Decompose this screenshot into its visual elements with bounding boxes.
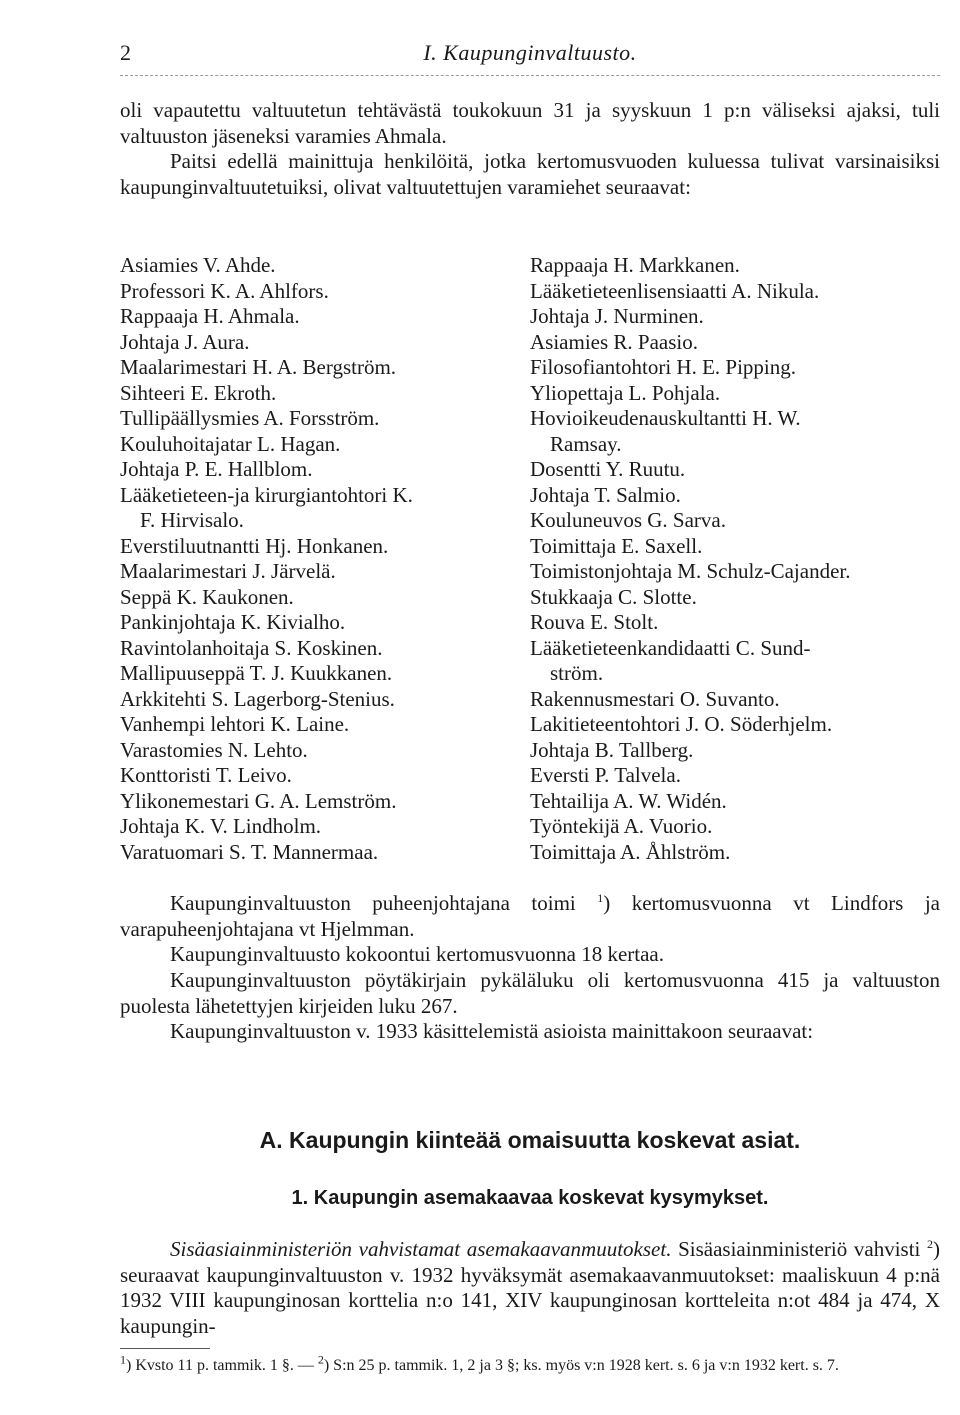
list-item: F. Hirvisalo. bbox=[140, 508, 244, 532]
list-item: Rappaaja H. Markkanen. bbox=[530, 253, 740, 277]
members-list-left bbox=[120, 253, 515, 865]
list-item: Johtaja T. Salmio. bbox=[530, 482, 681, 507]
list-item: Maalarimestari J. Järvelä. bbox=[120, 559, 336, 583]
page-header bbox=[120, 40, 940, 70]
list-item: Rappaaja H. Ahmala. bbox=[120, 304, 300, 328]
list-item: Toimittaja A. Åhlström. bbox=[530, 839, 731, 864]
intro-paragraph-2: Paitsi edellä mainittuja henkilöitä, jotka kertomusvuoden kuluessa tulivat varsinaisiksi kaupunginvaltuutetuiksi, olivat valtuutettujen varamiehet seuraavat: bbox=[120, 149, 940, 199]
list-item: Johtaja K. V. Lindholm. bbox=[120, 814, 322, 838]
list-item: Mallipuuseppä T. J. Kuukkanen. bbox=[120, 661, 393, 685]
list-item: Varatuomari S. T. Mannermaa. bbox=[120, 839, 379, 864]
list-item: Ylikonemestari G. A. Lemström. bbox=[120, 788, 397, 813]
section-heading: A. Kaupungin kiinteää omaisuutta koskevat asiat. bbox=[259, 1127, 801, 1153]
footnotes: $^1$) Kvsto 11 p. tammik. 1 §. — $^2$) S:n 25 p. tammik. 1, 2 ja 3 §; ks. myös v:n 1928 kert. s. 6 ja v:n 1932 kert. s. 7. bbox=[120, 1352, 839, 1374]
list-item: Toimittaja E. Saxell. bbox=[530, 533, 703, 558]
subsection-heading: 1. Kaupungin asemakaavaa koskevat kysymykset. bbox=[291, 1187, 769, 1209]
ministry-paragraph: Sisäasiainministeriön vahvistamat asemakaavanmuutokset. Sisäasiainministeriö vahvisti $^2$) seuraavat kaupunginvaltuuston v. 1932 hyväksymät asemakaavanmuutokset: maaliskuun 4 p:nä 1932 VIII kaupunginosan korttelia n:o 141, XIV kaupunginosan kortteleita n:ot 484 ja 474, X kaupungin- bbox=[120, 1237, 941, 1338]
list-item: Everstiluutnantti Hj. Honkanen. bbox=[120, 533, 389, 558]
minutes-paragraph: Kaupunginvaltuuston pöytäkirjain pykäläluku oli kertomusvuonna 415 ja valtuuston puolesta lähetettyjen kirjeiden luku 267. bbox=[120, 968, 940, 1018]
list-item: Seppä K. Kaukonen. bbox=[120, 584, 294, 609]
matters-paragraph: Kaupunginvaltuuston v. 1933 käsittelemistä asioista mainittakoon seuraavat: bbox=[170, 1019, 814, 1043]
list-item: Filosofiantohtori H. E. Pipping. bbox=[530, 355, 797, 379]
list-item: Sihteeri E. Ekroth. bbox=[120, 380, 277, 405]
list-item: Asiamies R. Paasio. bbox=[530, 329, 698, 354]
list-item: Kouluhoitajatar L. Hagan. bbox=[120, 431, 341, 456]
list-item: Konttoristi T. Leivo. bbox=[120, 763, 292, 787]
list-item: Yliopettaja L. Pohjala. bbox=[530, 380, 721, 405]
intro-paragraph-1: oli vapautettu valtuutetun tehtävästä toukokuun 31 ja syyskuun 1 p:n väliseksi ajaksi, tuli valtuuston jäseneksi varamies Ahmala. bbox=[120, 98, 940, 148]
list-item: Työntekijä A. Vuorio. bbox=[530, 814, 713, 838]
list-item: Professori K. A. Ahlfors. bbox=[120, 278, 329, 303]
list-item: Varastomies N. Lehto. bbox=[120, 737, 308, 762]
list-item: Lakitieteentohtori J. O. Söderhjelm. bbox=[530, 712, 833, 736]
list-item: Stukkaaja C. Slotte. bbox=[530, 584, 697, 609]
list-item: Johtaja J. Aura. bbox=[120, 329, 250, 354]
list-item: Rakennusmestari O. Suvanto. bbox=[530, 686, 780, 711]
running-title: I. Kaupunginvaltuusto. bbox=[423, 40, 637, 65]
list-item: Lääketieteen-ja kirurgiantohtori K. bbox=[120, 482, 413, 507]
list-item: ström. bbox=[550, 661, 604, 685]
list-item: Lääketieteenlisensiaatti A. Nikula. bbox=[530, 278, 820, 303]
list-item: Ravintolanhoitaja S. Koskinen. bbox=[120, 635, 383, 660]
header-divider bbox=[120, 75, 940, 76]
list-item: Kouluneuvos G. Sarva. bbox=[530, 508, 726, 532]
list-item: Tehtailija A. W. Widén. bbox=[530, 788, 727, 813]
list-item: Vanhempi lehtori K. Laine. bbox=[120, 712, 350, 736]
list-item: Hovioikeudenauskultantti H. W. bbox=[530, 406, 801, 430]
list-item: Arkkitehti S. Lagerborg-Stenius. bbox=[120, 686, 395, 711]
list-item: Johtaja P. E. Hallblom. bbox=[120, 457, 313, 481]
list-item: Dosentti Y. Ruutu. bbox=[530, 457, 686, 481]
list-item: Ramsay. bbox=[550, 431, 622, 456]
list-item: Rouva E. Stolt. bbox=[530, 610, 659, 634]
footnote-ref: 1 bbox=[597, 891, 604, 905]
list-item: Maalarimestari H. A. Bergström. bbox=[120, 355, 397, 379]
list-item: Johtaja J. Nurminen. bbox=[530, 304, 704, 328]
chair-paragraph: Kaupunginvaltuuston puheenjohtajana toimi $^1$) kertomusvuonna vt Lindfors ja varapuheenjohtajana vt Hjelmman. bbox=[120, 891, 941, 941]
list-item: Toimistonjohtaja M. Schulz-Cajander. bbox=[530, 559, 851, 583]
page-number: 2 bbox=[120, 40, 131, 65]
list-item: Lääketieteenkandidaatti C. Sund- bbox=[530, 635, 811, 660]
list-item: Johtaja B. Tallberg. bbox=[530, 737, 694, 762]
list-item: Asiamies V. Ahde. bbox=[120, 253, 276, 277]
meetings-paragraph: Kaupunginvaltuusto kokoontui kertomusvuonna 18 kertaa. bbox=[170, 942, 665, 966]
list-item: Tullipäällysmies A. Forsström. bbox=[120, 406, 380, 430]
footnote-ref: 2 bbox=[927, 1237, 934, 1251]
list-item: Pankinjohtaja K. Kivialho. bbox=[120, 610, 346, 634]
list-item: Eversti P. Talvela. bbox=[530, 763, 681, 787]
footnote-divider bbox=[120, 1348, 210, 1349]
members-list-right bbox=[530, 253, 940, 865]
